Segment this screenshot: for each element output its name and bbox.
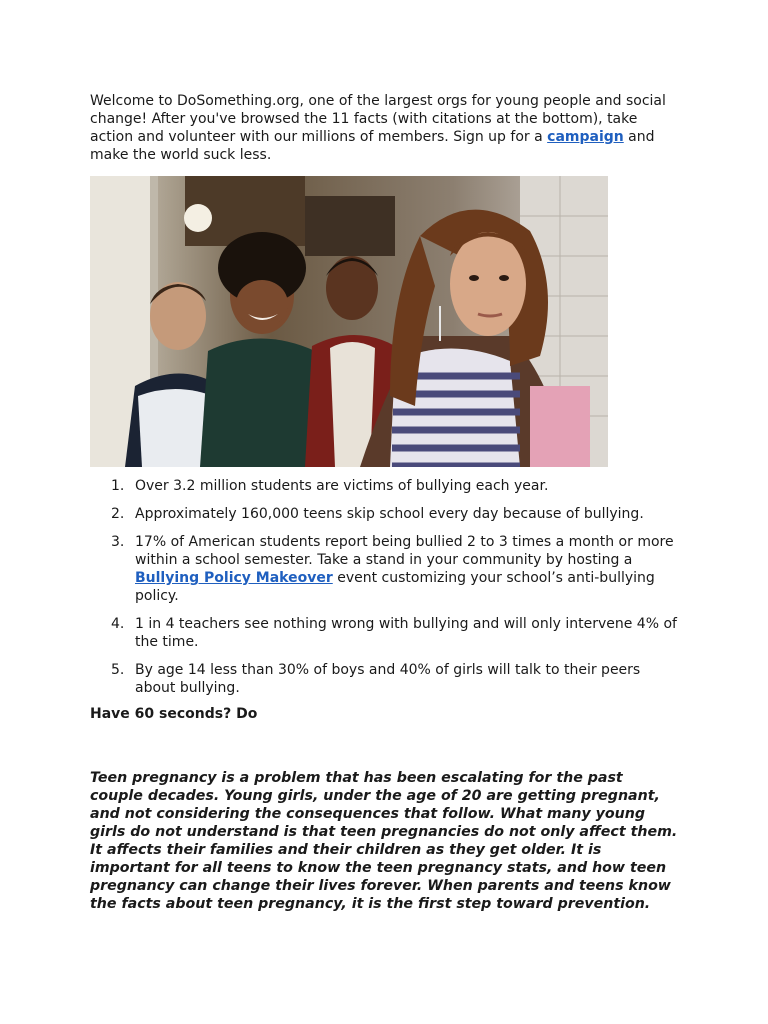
teens-hallway-photo	[90, 176, 608, 467]
list-number: 3.	[111, 534, 125, 550]
fact-text: Approximately 160,000 teens skip school every day because of bullying.	[135, 506, 644, 522]
list-number: 2.	[111, 506, 125, 522]
bullying-policy-makeover-link[interactable]: Bullying Policy Makeover	[135, 570, 333, 586]
facts-list	[90, 477, 680, 697]
list-number: 1.	[111, 478, 125, 494]
list-item	[111, 615, 680, 651]
fact-text: By age 14 less than 30% of boys and 40% of girls will talk to their peers about bullying.	[135, 662, 641, 696]
list-number: 5.	[111, 662, 125, 678]
intro-text-end: and make the world suck less.	[90, 129, 655, 163]
list-number: 4.	[111, 616, 125, 632]
list-item	[111, 505, 680, 523]
fact-text: 1 in 4 teachers see nothing wrong with bullying and will only intervene 4% of the time.	[135, 616, 677, 650]
list-item	[111, 661, 680, 697]
list-item	[111, 533, 680, 605]
fact-text-end: event customizing your school’s anti-bullying policy.	[135, 570, 655, 604]
list-item	[111, 477, 680, 495]
teen-pregnancy-paragraph: Teen pregnancy is a problem that has been escalating for the past couple decades. Young girls, under the age of 20 are getting pregnant, and not considering the consequences that follow. What many young girls do not understand is that teen pregnancies do not only affect them. It affects their families and their children as they get older. It is important for all teens to know the teen pregnancy stats, and how teen pregnancy can change their lives forever. When parents and teens know the facts about teen pregnancy, it is the first step toward prevention.	[90, 770, 678, 912]
fact-text: Over 3.2 million students are victims of bullying each year.	[135, 478, 549, 494]
call-to-action: Have 60 seconds? Do	[90, 706, 258, 722]
fact-text: 17% of American students report being bullied 2 to 3 times a month or more within a school semester. Take a stand in your community by hosting a	[135, 534, 674, 568]
document-page	[90, 92, 680, 927]
intro-paragraph	[90, 92, 680, 164]
intro-text: Welcome to DoSomething.org, one of the largest orgs for young people and social change! After you've browsed the 11 facts (with citations at the bottom), take action and volunteer with our millions of members. Sign up for a	[90, 93, 666, 145]
campaign-link[interactable]: campaign	[547, 129, 624, 145]
